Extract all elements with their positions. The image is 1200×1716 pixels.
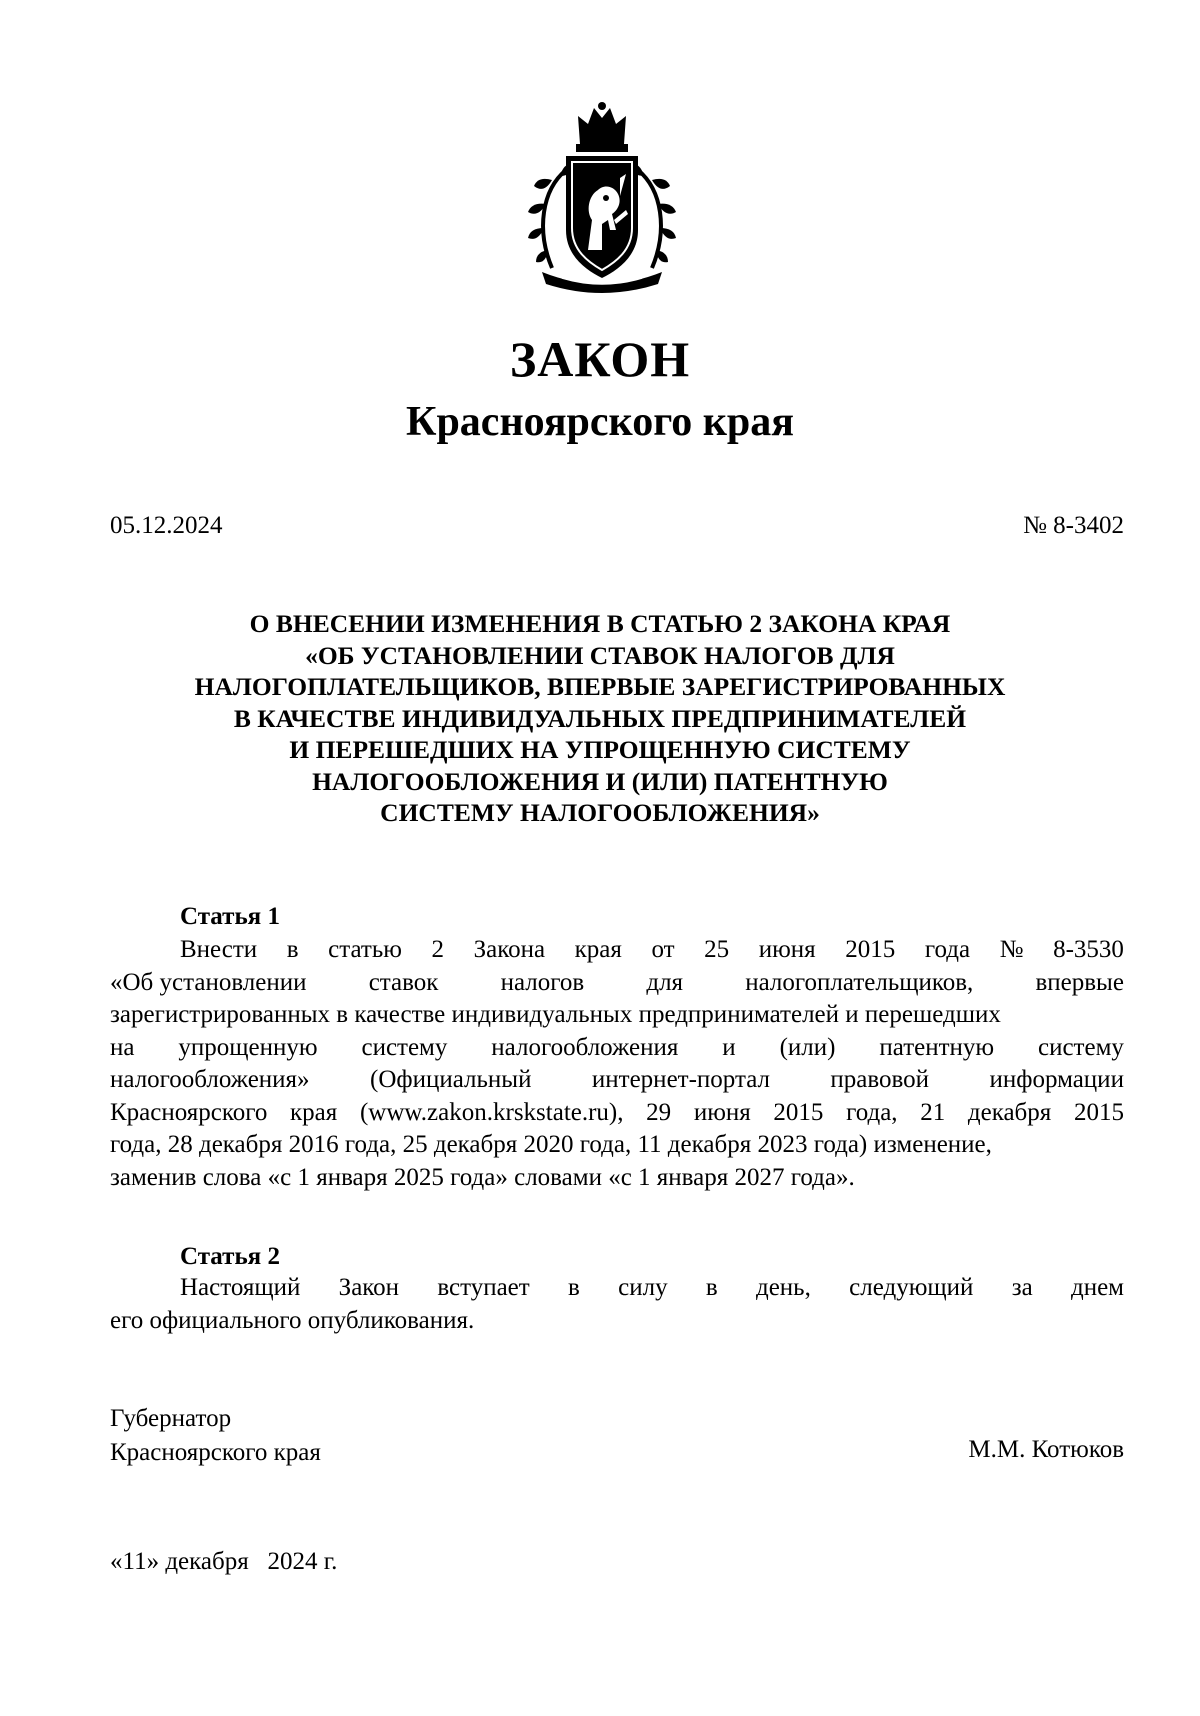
article-1-line <box>110 1097 1124 1130</box>
word: силу <box>618 1274 668 1301</box>
word: Закон <box>338 1274 400 1301</box>
word: № <box>999 936 1024 963</box>
word: июня <box>758 936 816 963</box>
article-2-line <box>110 1272 1124 1305</box>
word: систему <box>361 1033 448 1061</box>
word: патентную <box>879 1033 995 1061</box>
word: на <box>110 1033 135 1061</box>
word: Красноярского <box>110 1098 268 1126</box>
word: вступает <box>437 1274 530 1301</box>
article-1-line <box>110 934 1124 967</box>
word: налогоплательщиков, <box>745 968 974 996</box>
signatory-name: М.М. Котюков <box>968 1436 1124 1463</box>
word: 29 <box>646 1098 672 1126</box>
word: Закона <box>473 936 546 963</box>
word: за <box>1011 1274 1033 1301</box>
document-number: № 8-3402 <box>1023 512 1124 539</box>
word: Внести <box>180 936 258 963</box>
article-1-title: Статья 1 <box>180 903 280 930</box>
word: 8-3530 <box>1053 936 1124 963</box>
heading-line: И ПЕРЕШЕДШИХ НА УПРОЩЕННУЮ СИСТЕМУ <box>289 735 911 764</box>
word: день, <box>755 1274 811 1301</box>
heading-line: НАЛОГООБЛОЖЕНИЯ И (ИЛИ) ПАТЕНТНУЮ <box>312 766 888 796</box>
word: 2015 <box>773 1098 824 1126</box>
heading-line: «ОБ УСТАНОВЛЕНИИ СТАВОК НАЛОГОВ ДЛЯ <box>305 640 895 670</box>
word: следующий <box>849 1274 974 1301</box>
word: налогообложения <box>491 1033 679 1061</box>
word: систему <box>1037 1033 1124 1061</box>
law-heading <box>120 608 1080 829</box>
word: 2015 <box>845 936 896 963</box>
article-2-line: его официального опубликования. <box>110 1306 475 1334</box>
word: (или) <box>779 1033 836 1061</box>
document-issuer-subtitle: Красноярского края <box>405 399 795 445</box>
word: декабря <box>967 1098 1052 1126</box>
word: 21 <box>920 1098 946 1126</box>
word: для <box>646 968 684 996</box>
word: 25 <box>704 936 730 963</box>
signatory-position-line: Губернатор <box>110 1405 232 1432</box>
article-1-line <box>110 999 1124 1032</box>
word: статью <box>328 936 402 963</box>
word: июня <box>693 1098 751 1126</box>
heading-line: В КАЧЕСТВЕ ИНДИВИДУАЛЬНЫХ ПРЕДПРИНИМАТЕЛЕЙ <box>233 703 967 733</box>
article-1-line <box>110 1064 1124 1097</box>
article-1-body <box>110 934 1124 1194</box>
article-1-line <box>110 967 1124 1000</box>
word: Настоящий <box>180 1274 301 1301</box>
document-date: 05.12.2024 <box>110 512 223 539</box>
word: днем <box>1070 1274 1124 1301</box>
signing-date: «11» декабря 2024 г. <box>110 1548 338 1575</box>
article-2-body <box>110 1272 1124 1337</box>
word: интернет-портал <box>591 1066 770 1093</box>
word: 2015 <box>1073 1098 1124 1126</box>
word: зарегистрированных в качестве индивидуальных предпринимателей и перешедших <box>110 1001 1001 1028</box>
word: и <box>722 1033 736 1061</box>
word: информации <box>989 1066 1124 1093</box>
word: в <box>568 1274 580 1301</box>
word: впервые <box>1035 968 1124 996</box>
word: 2 <box>431 936 445 963</box>
article-1-line <box>110 1032 1124 1065</box>
word: налогообложения» <box>110 1066 310 1093</box>
article-2-title: Статья 2 <box>180 1243 280 1270</box>
word: налогов <box>500 968 585 996</box>
word: ставок <box>368 968 439 996</box>
heading-line: О ВНЕСЕНИИ ИЗМЕНЕНИЯ В СТАТЬЮ 2 ЗАКОНА КРАЯ <box>249 609 951 638</box>
word: года, 28 декабря 2016 года, 25 декабря 2020 года, 11 декабря 2023 года) изменение, <box>110 1131 992 1158</box>
word: в <box>286 936 299 963</box>
signatory-position-line: Красноярского края <box>110 1439 321 1466</box>
word: упрощенную <box>178 1033 318 1061</box>
word: года, <box>846 1098 898 1126</box>
word: от <box>651 936 675 963</box>
document-type-title: ЗАКОН <box>509 331 691 387</box>
word: (Официальный <box>370 1066 532 1093</box>
word: края <box>574 936 622 963</box>
heading-line: СИСТЕМУ НАЛОГООБЛОЖЕНИЯ» <box>380 798 820 827</box>
word: в <box>705 1274 718 1301</box>
coat-of-arms-icon <box>522 100 682 296</box>
word: (www.zakon.krskstate.ru), <box>359 1098 624 1126</box>
word: «Об установлении <box>110 968 307 996</box>
word: года <box>924 936 971 963</box>
word: края <box>290 1098 338 1126</box>
article-1-line <box>110 1129 1124 1162</box>
heading-line: НАЛОГОПЛАТЕЛЬЩИКОВ, ВПЕРВЫЕ ЗАРЕГИСТРИРОВАННЫХ <box>194 672 1006 701</box>
signatory-position <box>110 1402 321 1470</box>
word: правовой <box>830 1066 930 1093</box>
article-1-line: заменив слова «с 1 января 2025 года» словами «с 1 января 2027 года». <box>110 1163 855 1191</box>
